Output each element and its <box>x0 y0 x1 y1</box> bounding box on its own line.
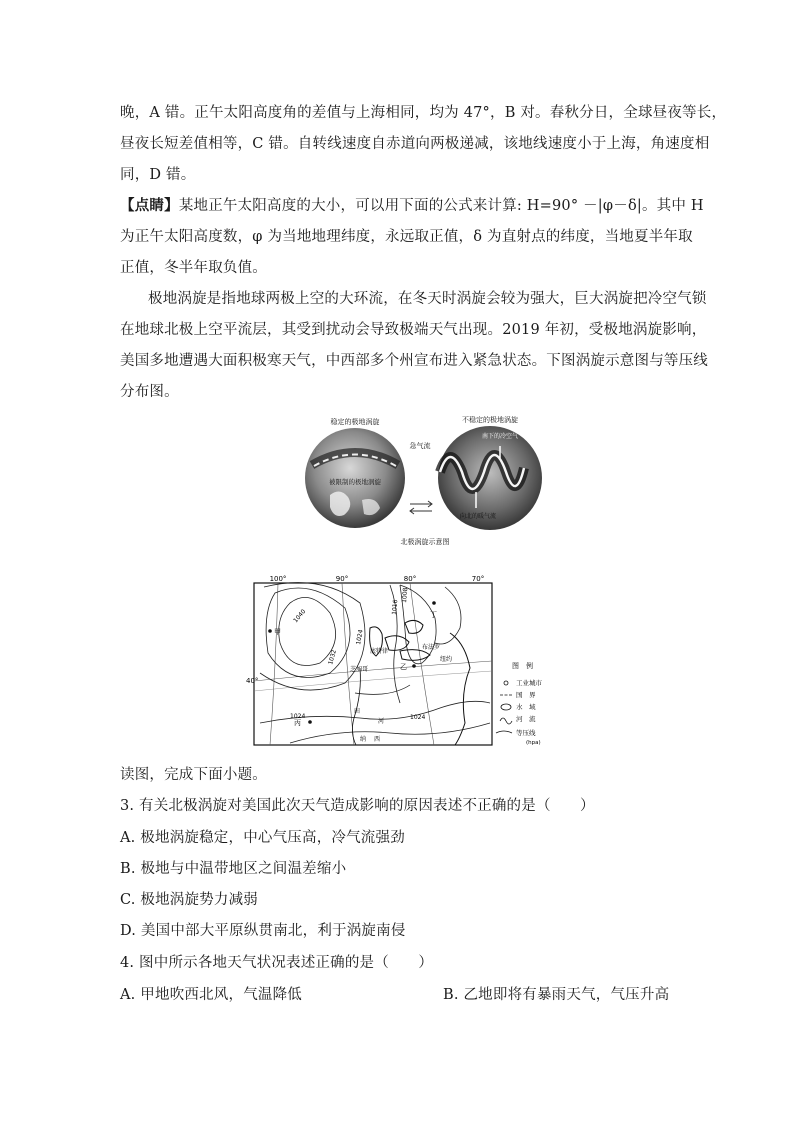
q4-option-a: A. 甲地吹西北风，气温降低 <box>120 987 302 1003</box>
river-label: 河 <box>378 718 385 725</box>
dianjing-text: 某地正午太阳高度的大小，可以用下面的公式来计算: H=90° －|φ－δ|。其中 H <box>178 198 704 214</box>
isobar-label: 1040 <box>292 608 308 625</box>
lat-label-40: 40° <box>246 677 259 685</box>
dianjing-tag: 【点睛】 <box>120 197 179 214</box>
river-label: 纳 <box>360 736 367 743</box>
isobar-label: 1024 <box>355 629 365 646</box>
map-legend <box>496 661 543 746</box>
lon-label-100: 100° <box>269 575 287 583</box>
left-globe-label: 被限制的极地涡旋 <box>329 478 381 486</box>
arrow-right-icon <box>410 501 432 507</box>
text-line-6: 正值，冬半年取负值。 <box>120 260 267 276</box>
jet-stream-label: 急气流 <box>409 442 431 450</box>
q3-option-a: A. 极地涡旋稳定，中心气压高，冷气流强劲 <box>120 830 405 846</box>
place-yi: 乙 <box>400 663 407 671</box>
lon-label-90: 90° <box>335 575 349 583</box>
q4-option-b: B. 乙地即将有暴雨天气，气压升高 <box>443 987 670 1003</box>
polar-vortex-figure <box>300 410 550 548</box>
question-3: 3. 有关北极涡旋对美国此次天气造成影响的原因表述不正确的是（ ） <box>120 798 595 814</box>
legend-item: 河 流 <box>516 715 536 723</box>
para-line-1: 极地涡旋是指地球两极上空的大环流，在冬天时涡旋会较为强大，巨大涡旋把冷空气锁 <box>148 291 707 307</box>
isobar-label: 1024 <box>410 714 426 721</box>
isobar-label: 1032 <box>327 648 338 666</box>
cold-air-label: 南下的冷空气 <box>481 433 519 440</box>
para-line-3: 美国多地遭遇大面积极寒天气，中西部多个州宣布进入紧急状态。下图涡旋示意图与等压线 <box>120 353 708 369</box>
legend-item: 国 界 <box>516 691 536 699</box>
city-detroit: 底特律 <box>370 648 389 655</box>
arrow-left-icon <box>410 508 432 514</box>
river-label: 田 <box>354 708 361 715</box>
place-bing: 丙 <box>294 719 301 727</box>
legend-item: 水 域 <box>516 703 536 711</box>
read-instruction: 读图，完成下面小题。 <box>120 767 267 783</box>
q3-option-b: B. 极地与中温带地区之间温差缩小 <box>120 861 347 877</box>
question-4: 4. 图中所示各地天气状况表述正确的是（ ） <box>120 955 434 971</box>
figure1-caption: 北极涡旋示意图 <box>400 538 450 546</box>
text-line-2: 昼夜长短差值相等，C 错。自转线速度自赤道向两极递减，该地线速度小于上海，角速度相 <box>120 136 710 152</box>
warm-air-label: 向北的暖气流 <box>459 513 497 520</box>
legend-item: 工业城市 <box>516 679 542 687</box>
river-label: 西 <box>374 736 381 743</box>
isobar-label: 1016 <box>391 599 400 616</box>
text-line-4 <box>120 196 704 216</box>
text-line-5: 为正午太阳高度数，φ 为当地地理纬度，永远取正值，δ 为直射点的纬度，当地夏半年取 <box>120 229 693 245</box>
city-buffalo: 布法罗 <box>422 644 441 651</box>
legend-title: 图 例 <box>512 662 533 670</box>
q3-option-c: C. 极地涡旋势力减弱 <box>120 892 258 908</box>
map-frame <box>254 583 492 745</box>
legend-item: 等压线 <box>516 729 536 737</box>
city-new-york: 纽约 <box>440 656 453 663</box>
q3-option-d: D. 美国中部大平原纵贯南北，利于涡旋南侵 <box>120 923 406 939</box>
text-line-1: 晚，A 错。正午太阳高度角的差值与上海相同，均为 47°，B 对。春秋分日，全球昼夜等长， <box>120 105 727 121</box>
left-globe-title: 稳定的极地涡旋 <box>330 418 380 426</box>
isobar-map <box>246 573 555 748</box>
city-chicago: 芝加哥 <box>350 666 369 673</box>
isobar-label: 1024 <box>290 713 306 720</box>
isobar-label: 1008 <box>401 587 410 604</box>
lon-label-70: 70° <box>471 575 485 583</box>
para-line-4: 分布图。 <box>120 384 179 400</box>
legend-unit: (hpa) <box>526 740 541 746</box>
text-line-3: 同，D 错。 <box>120 167 196 183</box>
para-line-2: 在地球北极上空平流层，其受到扰动会导致极端天气出现。2019 年初，受极地涡旋影响， <box>120 322 707 338</box>
place-ding: 丁 <box>430 611 437 619</box>
right-globe-title: 不稳定的极地涡旋 <box>462 416 518 424</box>
lon-label-80: 80° <box>403 575 417 583</box>
place-jia: 甲 <box>274 628 281 636</box>
